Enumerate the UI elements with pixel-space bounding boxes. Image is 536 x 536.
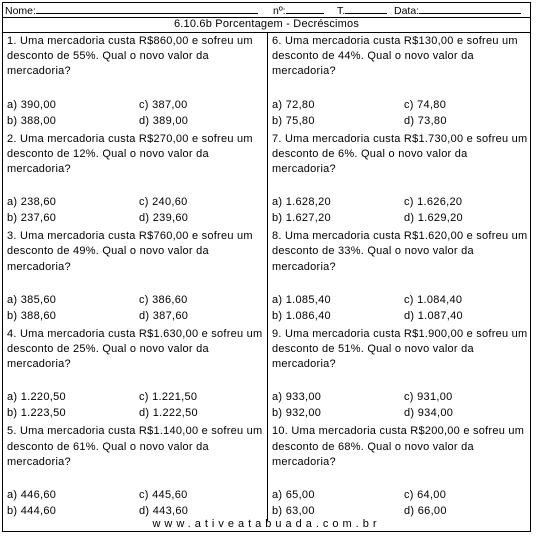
date-line [419, 3, 521, 14]
option-a[interactable]: a) 390,00 [7, 98, 57, 111]
option-b[interactable]: b) 388,60 [7, 309, 57, 322]
question-statement: 10. Uma mercadoria custa R$200,00 e sofreu um desconto de 68%. Qual o novo valor da mercadoria? [272, 425, 525, 468]
question-statement: 9. Uma mercadoria custa R$1.900,00 e sofreu um desconto de 51%. Qual o novo valor da mercadoria? [272, 327, 528, 371]
option-a[interactable]: a) 1.628,20 [272, 196, 331, 209]
option-c[interactable]: c) 386,60 [139, 293, 188, 306]
option-d[interactable]: d) 387,60 [139, 309, 189, 322]
option-a[interactable]: a) 238,60 [7, 196, 57, 209]
worksheet-title: 6.10.6b Porcentagem - Decréscimos [3, 17, 530, 33]
class-label: T. [337, 5, 346, 17]
question-statement: 1. Uma mercadoria custa R$860,00 e sofreu um desconto de 55%. Qual o novo valor da mercadoria? [7, 35, 253, 78]
option-b[interactable]: b) 388,00 [7, 114, 57, 127]
option-c[interactable]: c) 1.084,40 [404, 293, 463, 306]
class-field[interactable] [337, 3, 387, 18]
left-column [3, 33, 268, 521]
footer-url: www.ativeatabuada.com.br [152, 518, 381, 530]
question-block [3, 228, 267, 326]
question-statement: 6. Uma mercadoria custa R$130,00 e sofreu um desconto de 44%. Qual o novo valor da mercadoria? [272, 35, 518, 78]
question-block [3, 131, 267, 229]
option-d[interactable]: d) 1.087,40 [404, 309, 463, 322]
question-block [268, 326, 532, 424]
right-column [268, 33, 532, 521]
worksheet [2, 2, 531, 532]
question-block [268, 131, 532, 229]
question-block [268, 33, 532, 131]
option-d[interactable]: d) 1.629,20 [404, 212, 463, 225]
option-c[interactable]: c) 240,60 [139, 196, 188, 209]
option-c[interactable]: c) 445,60 [139, 488, 188, 501]
option-d[interactable]: d) 239,60 [139, 212, 189, 225]
option-c[interactable]: c) 64,00 [404, 488, 447, 501]
class-line [345, 3, 387, 14]
option-b[interactable]: b) 1.223,50 [7, 407, 66, 420]
header-row [3, 3, 530, 18]
question-block [3, 423, 267, 521]
option-b[interactable]: b) 444,60 [7, 504, 57, 517]
question-block [3, 326, 267, 424]
option-b[interactable]: b) 63,00 [272, 504, 315, 517]
option-b[interactable]: b) 1.627,20 [272, 212, 331, 225]
option-c[interactable]: c) 74,80 [404, 98, 447, 111]
question-statement: 8. Uma mercadoria custa R$1.620,00 e sofreu um desconto de 33%. Qual o novo valor da mercadoria? [272, 230, 528, 273]
option-d[interactable]: d) 1.222,50 [139, 407, 198, 420]
question-statement: 5. Uma mercadoria custa R$1.140,00 e sofreu um desconto de 61%. Qual o novo valor da mercadoria? [7, 425, 263, 468]
option-b[interactable]: b) 237,60 [7, 212, 57, 225]
number-line [286, 3, 324, 14]
option-d[interactable]: d) 66,00 [404, 504, 447, 517]
question-block [268, 423, 532, 521]
question-statement: 2. Uma mercadoria custa R$270,00 e sofreu um desconto de 12%. Qual o novo valor da mercadoria? [7, 132, 253, 175]
option-d[interactable]: d) 73,80 [404, 114, 447, 127]
name-field[interactable] [5, 3, 258, 18]
number-field[interactable] [273, 3, 324, 18]
question-statement: 4. Uma mercadoria custa R$1.630,00 e sofreu um desconto de 25%. Qual o novo valor da mercadoria? [7, 327, 263, 371]
option-a[interactable]: a) 446,60 [7, 488, 57, 501]
number-label: nº: [273, 5, 286, 17]
option-c[interactable]: c) 387,00 [139, 98, 188, 111]
question-block [268, 228, 532, 326]
option-a[interactable]: a) 65,00 [272, 488, 315, 501]
question-statement: 7. Uma mercadoria custa R$1.730,00 e sofreu um desconto de 6%. Qual o novo valor da mercadoria? [272, 132, 528, 175]
option-b[interactable]: b) 932,00 [272, 407, 322, 420]
option-a[interactable]: a) 933,00 [272, 391, 322, 404]
name-label: Nome: [5, 5, 36, 17]
option-d[interactable]: d) 443,60 [139, 504, 189, 517]
option-d[interactable]: d) 389,00 [139, 114, 189, 127]
option-d[interactable]: d) 934,00 [404, 407, 454, 420]
option-a[interactable]: a) 385,60 [7, 293, 57, 306]
option-b[interactable]: b) 75,80 [272, 114, 315, 127]
date-field[interactable] [394, 3, 521, 18]
option-c[interactable]: c) 931,00 [404, 391, 453, 404]
option-c[interactable]: c) 1.626,20 [404, 196, 463, 209]
date-label: Data: [394, 5, 420, 17]
question-statement: 3. Uma mercadoria custa R$760,00 e sofreu um desconto de 49%. Qual o novo valor da mercadoria? [7, 230, 253, 273]
question-block [3, 33, 267, 131]
name-line [36, 3, 258, 14]
option-c[interactable]: c) 1.221,50 [139, 391, 198, 404]
option-a[interactable]: a) 72,80 [272, 98, 315, 111]
option-a[interactable]: a) 1.085,40 [272, 293, 331, 306]
option-b[interactable]: b) 1.086,40 [272, 309, 331, 322]
option-a[interactable]: a) 1.220,50 [7, 391, 66, 404]
